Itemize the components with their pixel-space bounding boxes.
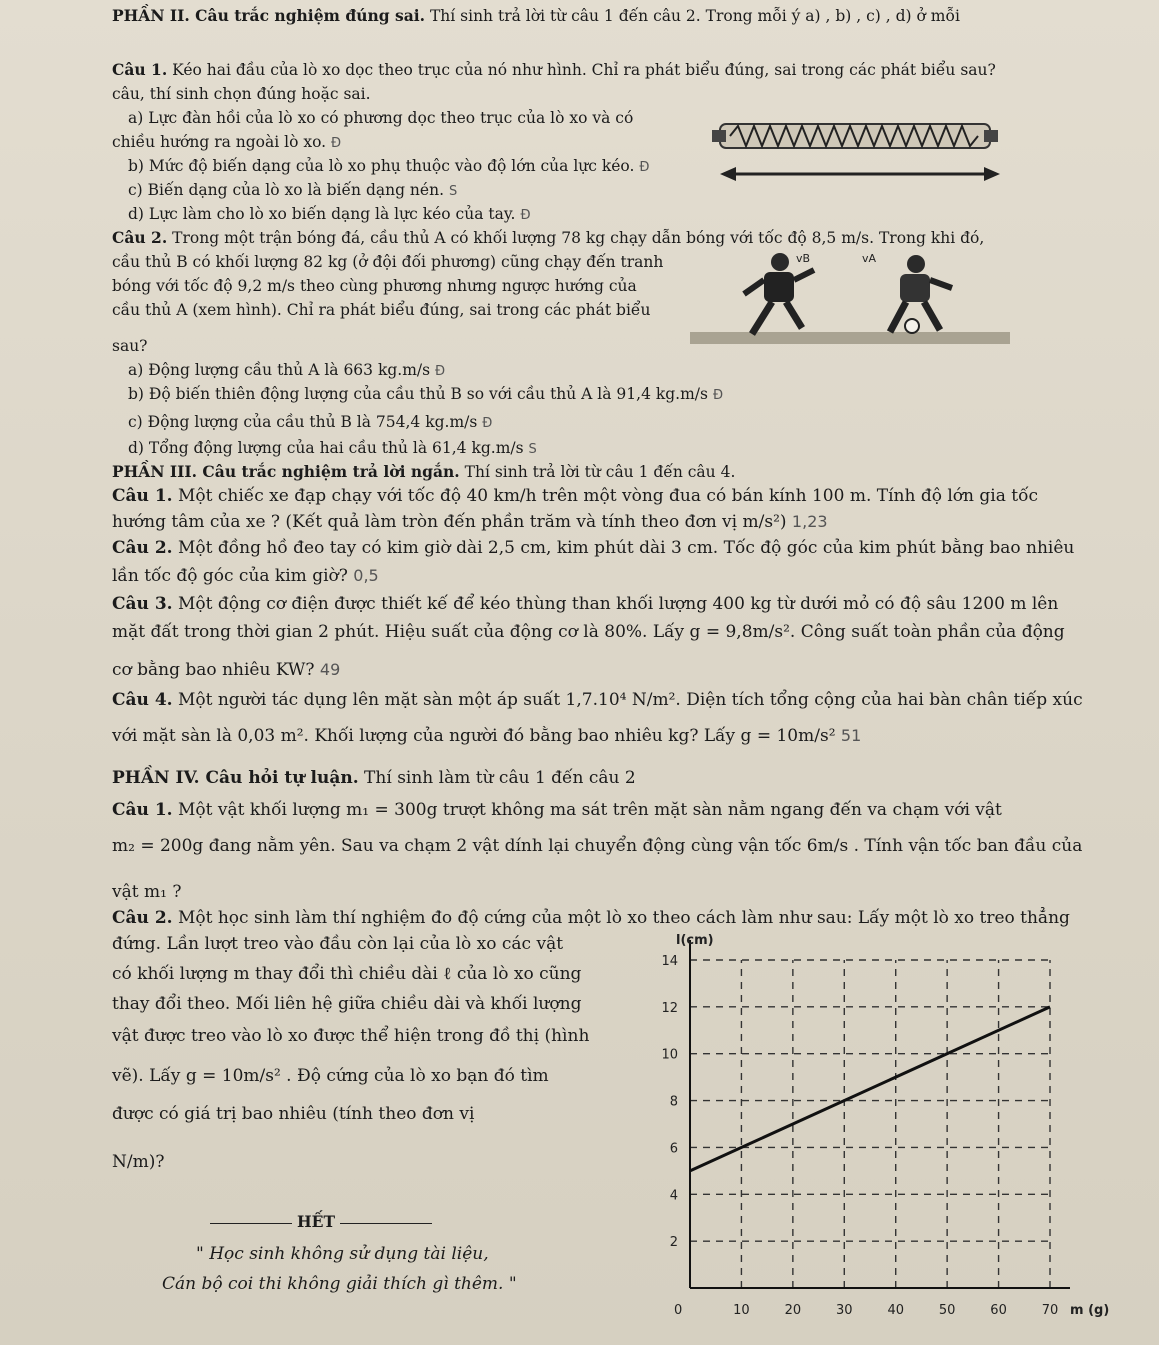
part4-q2-line3: có khối lượng m thay đổi thì chiều dài ℓ của lò xo cũng bbox=[112, 964, 582, 984]
x-axis-label: m (g) bbox=[1070, 1303, 1110, 1318]
option-text: c) Động lượng của cầu thủ B là 754,4 kg.m/s bbox=[128, 413, 478, 431]
part3-q4-line2 bbox=[112, 726, 861, 746]
part2-q2-c bbox=[128, 412, 492, 434]
end-marker bbox=[176, 1212, 466, 1232]
y-tick-label: 14 bbox=[661, 954, 678, 969]
question-text: Kéo hai đầu của lò xo dọc theo trục của nó như hình. Chỉ ra phát biểu đúng, sai trong các phát biểu sau? bbox=[167, 61, 996, 79]
part3-heading-bold: PHẦN III. Câu trắc nghiệm trả lời ngắn. bbox=[112, 462, 460, 481]
part4-q1-line3: vật m₁ ? bbox=[112, 882, 182, 902]
part2-heading-bold: PHẦN II. Câu trắc nghiệm đúng sai. bbox=[112, 6, 426, 25]
part3-q3-line1 bbox=[112, 594, 1058, 614]
football-figure bbox=[690, 248, 1010, 348]
part3-q2-line1 bbox=[112, 538, 1074, 558]
end-rule-left bbox=[210, 1223, 292, 1224]
part2-heading-rest: Thí sinh trả lời từ câu 1 đến câu 2. Trong mỗi ý a) , b) , c) , d) ở mỗi bbox=[425, 7, 960, 25]
origin-label: 0 bbox=[674, 1303, 683, 1318]
x-tick-label: 20 bbox=[784, 1303, 802, 1318]
option-text: a) Động lượng cầu thủ A là 663 kg.m/s bbox=[128, 361, 431, 379]
x-tick-label: 30 bbox=[836, 1303, 853, 1318]
handwritten-mark: Đ bbox=[331, 136, 342, 151]
x-tick-label: 70 bbox=[1041, 1303, 1059, 1318]
part3-q1-line2 bbox=[112, 512, 828, 532]
length-mass-chart bbox=[610, 930, 1110, 1340]
part3-q4-line1 bbox=[112, 690, 1083, 710]
option-text: b) Mức độ biến dạng của lò xo phụ thuộc vào độ lớn của lực kéo. bbox=[128, 157, 635, 175]
question-text: Một người tác dụng lên mặt sàn một áp suất 1,7.10⁴ N/m². Diện tích tổng cộng của hai bàn chân tiếp xúc bbox=[172, 690, 1083, 710]
question-label: Câu 1. bbox=[112, 800, 173, 820]
part2-q2-b bbox=[128, 384, 723, 406]
ground bbox=[690, 332, 1010, 344]
question-label: Câu 3. bbox=[112, 594, 173, 614]
handwritten-answer: 51 bbox=[840, 726, 862, 745]
part2-q2-d bbox=[128, 438, 537, 460]
part4-q1-line1 bbox=[112, 800, 1002, 820]
chart-tick-labels bbox=[661, 933, 1109, 1318]
velocity-b-label: vB bbox=[796, 252, 811, 265]
footer-note-2: Cán bộ coi thi không giải thích gì thêm. " bbox=[162, 1274, 517, 1294]
y-tick-label: 8 bbox=[669, 1094, 678, 1110]
question-label: Câu 1. bbox=[112, 486, 173, 506]
part2-q2-line2: cầu thủ B có khối lượng 82 kg (ở đội đối phương) cũng chạy đến tranh bbox=[112, 253, 664, 271]
x-tick-label: 10 bbox=[733, 1303, 750, 1318]
question-text: Một học sinh làm thí nghiệm đo độ cứng của một lò xo theo cách làm như sau: Lấy một lò xo treo thẳng bbox=[172, 908, 1070, 928]
part2-q2-line1 bbox=[112, 228, 984, 248]
end-text: HẾT bbox=[297, 1212, 335, 1231]
option-text: b) Độ biến thiên động lượng của cầu thủ B so với cầu thủ A là 91,4 kg.m/s bbox=[128, 385, 708, 403]
handwritten-answer: 0,5 bbox=[353, 566, 379, 585]
arrow-right-icon bbox=[984, 167, 1000, 181]
part2-q2-a bbox=[128, 360, 445, 382]
handwritten-mark: Đ bbox=[639, 160, 650, 175]
part2-q1-a-cont bbox=[112, 132, 341, 154]
y-tick-label: 2 bbox=[669, 1235, 678, 1251]
series-line bbox=[690, 1007, 1050, 1171]
velocity-a-label: vA bbox=[862, 252, 877, 265]
part4-heading-bold: PHẦN IV. Câu hỏi tự luận. bbox=[112, 768, 359, 788]
player-b-figure bbox=[744, 253, 814, 334]
spring-right-hook bbox=[984, 130, 998, 142]
part4-heading bbox=[112, 768, 636, 788]
question-label: Câu 4. bbox=[112, 690, 173, 710]
part4-q2-line8: N/m)? bbox=[112, 1152, 165, 1172]
part2-q1-a: a) Lực đàn hồi của lò xo có phương dọc theo trục của lò xo và có bbox=[128, 109, 634, 127]
question-text: hướng tâm của xe ? (Kết quả làm tròn đến phần trăm và tính theo đơn vị m/s²) bbox=[112, 512, 787, 532]
handwritten-mark: Đ bbox=[520, 208, 531, 223]
spring-left-hook bbox=[712, 130, 726, 142]
question-text: với mặt sàn là 0,03 m². Khối lượng của người đó bằng bao nhiêu kg? Lấy g = 10m/s² bbox=[112, 726, 836, 746]
part4-q2-line1 bbox=[112, 908, 1070, 928]
question-text: cơ bằng bao nhiêu KW? bbox=[112, 660, 315, 680]
x-tick-label: 50 bbox=[938, 1303, 956, 1318]
part2-q1-b bbox=[128, 156, 649, 178]
handwritten-answer: 49 bbox=[319, 660, 341, 679]
part3-heading-rest: Thí sinh trả lời từ câu 1 đến câu 4. bbox=[459, 463, 736, 481]
question-label: Câu 2. bbox=[112, 228, 168, 247]
question-text: Một đồng hồ đeo tay có kim giờ dài 2,5 cm, kim phút dài 3 cm. Tốc độ góc của kim phút bằng bao nhiêu bbox=[172, 538, 1075, 558]
option-text: d) Tổng động lượng của hai cầu thủ là 61,4 kg.m/s bbox=[128, 439, 524, 457]
question-text: Một động cơ điện được thiết kế để kéo thùng than khối lượng 400 kg từ dưới mỏ có độ sâu 1200 m lên bbox=[172, 594, 1059, 614]
part2-q1-stem bbox=[112, 60, 996, 80]
part4-q2-line5: vật được treo vào lò xo được thể hiện trong đồ thị (hình bbox=[112, 1026, 590, 1046]
part4-q2-line4: thay đổi theo. Mối liên hệ giữa chiều dài và khối lượng bbox=[112, 994, 582, 1014]
question-text: lần tốc độ góc của kim giờ? bbox=[112, 566, 348, 586]
end-rule-right bbox=[340, 1223, 432, 1224]
option-text: chiều hướng ra ngoài lò xo. bbox=[112, 133, 327, 151]
player-a-figure bbox=[890, 255, 952, 332]
chart-series bbox=[690, 1007, 1050, 1171]
part3-q3-line2: mặt đất trong thời gian 2 phút. Hiệu suất của động cơ là 80%. Lấy g = 9,8m/s². Công suất toàn phần của động bbox=[112, 622, 1065, 642]
chart-grid bbox=[690, 960, 1050, 1288]
question-text: Một chiếc xe đạp chạy với tốc độ 40 km/h trên một vòng đua có bán kính 100 m. Tính độ lớn gia tốc bbox=[172, 486, 1039, 506]
part3-heading bbox=[112, 462, 735, 482]
x-tick-label: 40 bbox=[887, 1303, 904, 1318]
part4-q2-line7: được có giá trị bao nhiêu (tính theo đơn vị bbox=[112, 1104, 475, 1124]
footer-note-1: " Học sinh không sử dụng tài liệu, bbox=[196, 1244, 489, 1264]
part2-heading bbox=[112, 6, 960, 26]
handwritten-mark: Đ bbox=[435, 364, 446, 379]
handwritten-answer: 1,23 bbox=[791, 512, 828, 531]
option-text: d) Lực làm cho lò xo biến dạng là lực kéo của tay. bbox=[128, 205, 516, 223]
part4-q1-line2: m₂ = 200g đang nằm yên. Sau va chạm 2 vật dính lại chuyển động cùng vận tốc 6m/s . Tính vận tốc ban đầu của bbox=[112, 836, 1083, 856]
spring-figure bbox=[690, 108, 1020, 192]
question-label: Câu 2. bbox=[112, 538, 173, 558]
part2-q1-d bbox=[128, 204, 531, 226]
y-tick-label: 4 bbox=[669, 1188, 678, 1204]
x-tick-label: 60 bbox=[990, 1303, 1007, 1318]
arrow-left-icon bbox=[720, 167, 736, 181]
option-text: c) Biến dạng của lò xo là biến dạng nén. bbox=[128, 181, 445, 199]
part2-q2-line3: bóng với tốc độ 9,2 m/s theo cùng phương nhưng ngược hướng của bbox=[112, 277, 637, 295]
part2-q1-c bbox=[128, 180, 457, 202]
part2-q2-line5: sau? bbox=[112, 337, 148, 355]
chart-axes bbox=[690, 940, 1070, 1288]
question-text: Một vật khối lượng m₁ = 300g trượt không ma sát trên mặt sàn nằm ngang đến va chạm với vật bbox=[172, 800, 1002, 820]
part4-heading-rest: Thí sinh làm từ câu 1 đến câu 2 bbox=[358, 768, 636, 788]
y-tick-label: 10 bbox=[661, 1047, 678, 1063]
part3-q1-line1 bbox=[112, 486, 1038, 506]
part4-q2-line2: đứng. Lần lượt treo vào đầu còn lại của lò xo các vật bbox=[112, 934, 564, 954]
y-axis-label: l(cm) bbox=[676, 933, 714, 948]
question-label: Câu 1. bbox=[112, 60, 168, 79]
question-text: Trong một trận bóng đá, cầu thủ A có khối lượng 78 kg chạy dẫn bóng với tốc độ 8,5 m/s. Trong khi đó, bbox=[167, 229, 985, 247]
handwritten-mark: S bbox=[528, 442, 537, 457]
y-tick-label: 6 bbox=[669, 1141, 678, 1157]
ball-icon bbox=[905, 319, 919, 333]
question-label: Câu 2. bbox=[112, 908, 173, 928]
part3-q3-line3 bbox=[112, 660, 340, 680]
part2-q2-line4: cầu thủ A (xem hình). Chỉ ra phát biểu đúng, sai trong các phát biểu bbox=[112, 301, 651, 319]
part2-heading-line2: câu, thí sinh chọn đúng hoặc sai. bbox=[112, 85, 371, 103]
y-tick-label: 12 bbox=[661, 1000, 678, 1016]
part4-q2-line6: vẽ). Lấy g = 10m/s² . Độ cứng của lò xo bạn đó tìm bbox=[112, 1066, 549, 1086]
handwritten-mark: S bbox=[448, 184, 458, 199]
part3-q2-line2 bbox=[112, 566, 379, 586]
handwritten-mark: Đ bbox=[482, 416, 493, 431]
handwritten-mark: Đ bbox=[712, 388, 724, 403]
